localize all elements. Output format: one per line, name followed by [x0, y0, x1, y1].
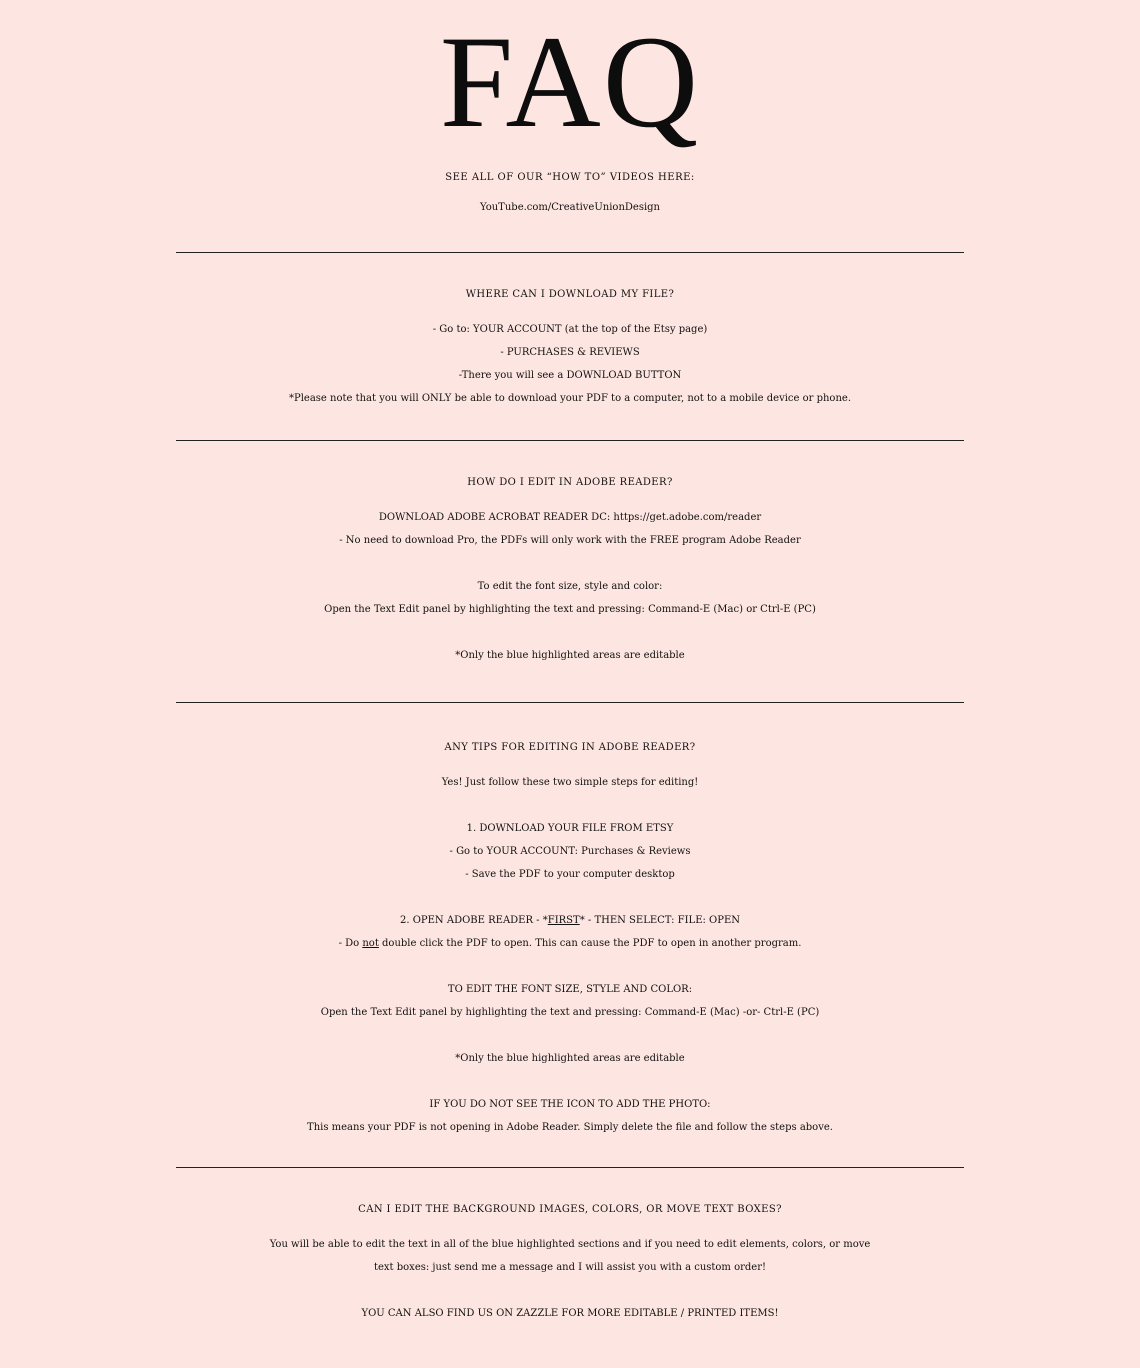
step2-text: * - THEN SELECT: FILE: OPEN [579, 915, 741, 926]
faq-download-section [0, 282, 1140, 410]
faq-question-tips: ANY TIPS FOR EDITING IN ADOBE READER? [444, 742, 696, 753]
divider [176, 1167, 964, 1168]
spacer [0, 794, 1140, 817]
faq-answer-line: *Only the blue highlighted areas are editable [455, 1053, 685, 1064]
faq-answer-line [0, 932, 1140, 955]
faq-edit-section [0, 470, 1140, 667]
divider [176, 440, 964, 441]
zazzle-note: YOU CAN ALSO FIND US ON ZAZZLE FOR MORE EDITABLE / PRINTED ITEMS! [361, 1308, 779, 1319]
faq-answer-line: TO EDIT THE FONT SIZE, STYLE AND COLOR: [447, 984, 693, 995]
faq-answer-line: You will be able to edit the text in all of the blue highlighted sections and if you need to edit elements, colors, or move [269, 1239, 871, 1250]
page-title: FAQ [439, 8, 701, 155]
faq-answer-line [0, 909, 1140, 932]
faq-answer-line: - Go to: YOUR ACCOUNT (at the top of the Etsy page) [432, 324, 708, 335]
step2-text: 2. OPEN ADOBE READER - * [399, 915, 548, 926]
faq-answer-line: - PURCHASES & REVIEWS [500, 347, 640, 358]
spacer [0, 1279, 1140, 1302]
faq-answer-line: *Please note that you will ONLY be able to download your PDF to a computer, not to a mobile device or phone. [288, 393, 851, 404]
spacer [0, 955, 1140, 978]
faq-answer-line: 1. DOWNLOAD YOUR FILE FROM ETSY [466, 823, 674, 834]
faq-answer-line: - Save the PDF to your computer desktop [465, 869, 675, 880]
divider [176, 252, 964, 253]
spacer [0, 621, 1140, 644]
faq-answer-line: Yes! Just follow these two simple steps for editing! [441, 777, 699, 788]
faq-answer-line: This means your PDF is not opening in Adobe Reader. Simply delete the file and follow the steps above. [307, 1122, 833, 1133]
faq-answer-line: Open the Text Edit panel by highlighting the text and pressing: Command-E (Mac) or Ctrl-E (PC) [324, 604, 816, 615]
videos-heading: SEE ALL OF OUR “HOW TO” VIDEOS HERE: [445, 172, 695, 183]
divider [176, 702, 964, 703]
faq-background-section [0, 1197, 1140, 1325]
faq-question-edit: HOW DO I EDIT IN ADOBE READER? [467, 477, 673, 488]
spacer [0, 1070, 1140, 1093]
faq-answer-line: *Only the blue highlighted areas are editable [455, 650, 685, 661]
faq-answer-line: -There you will see a DOWNLOAD BUTTON [458, 370, 682, 381]
spacer [0, 1024, 1140, 1047]
step2-note-text: - Do [338, 938, 363, 949]
spacer [0, 552, 1140, 575]
faq-answer-line: DOWNLOAD ADOBE ACROBAT READER DC: https://get.adobe.com/reader [378, 512, 762, 523]
faq-answer-line: - Go to YOUR ACCOUNT: Purchases & Reviews [449, 846, 691, 857]
youtube-link[interactable]: YouTube.com/CreativeUnionDesign [479, 202, 660, 213]
faq-answer-line: Open the Text Edit panel by highlighting the text and pressing: Command-E (Mac) -or- Ctrl-E (PC) [320, 1007, 820, 1018]
faq-question-background: CAN I EDIT THE BACKGROUND IMAGES, COLORS, OR MOVE TEXT BOXES? [358, 1204, 782, 1215]
spacer [0, 886, 1140, 909]
faq-answer-line: To edit the font size, style and color: [477, 581, 663, 592]
faq-question-download: WHERE CAN I DOWNLOAD MY FILE? [465, 289, 675, 300]
step2-note-text: double click the PDF to open. This can cause the PDF to open in another program. [378, 938, 802, 949]
faq-answer-line: IF YOU DO NOT SEE THE ICON TO ADD THE PHOTO: [429, 1099, 711, 1110]
faq-tips-section [0, 735, 1140, 1139]
first-emphasis: FIRST [547, 915, 580, 926]
not-emphasis: not [362, 938, 379, 949]
faq-answer-line: text boxes: just send me a message and I will assist you with a custom order! [373, 1262, 767, 1273]
faq-answer-line: - No need to download Pro, the PDFs will only work with the FREE program Adobe Reader [339, 535, 801, 546]
